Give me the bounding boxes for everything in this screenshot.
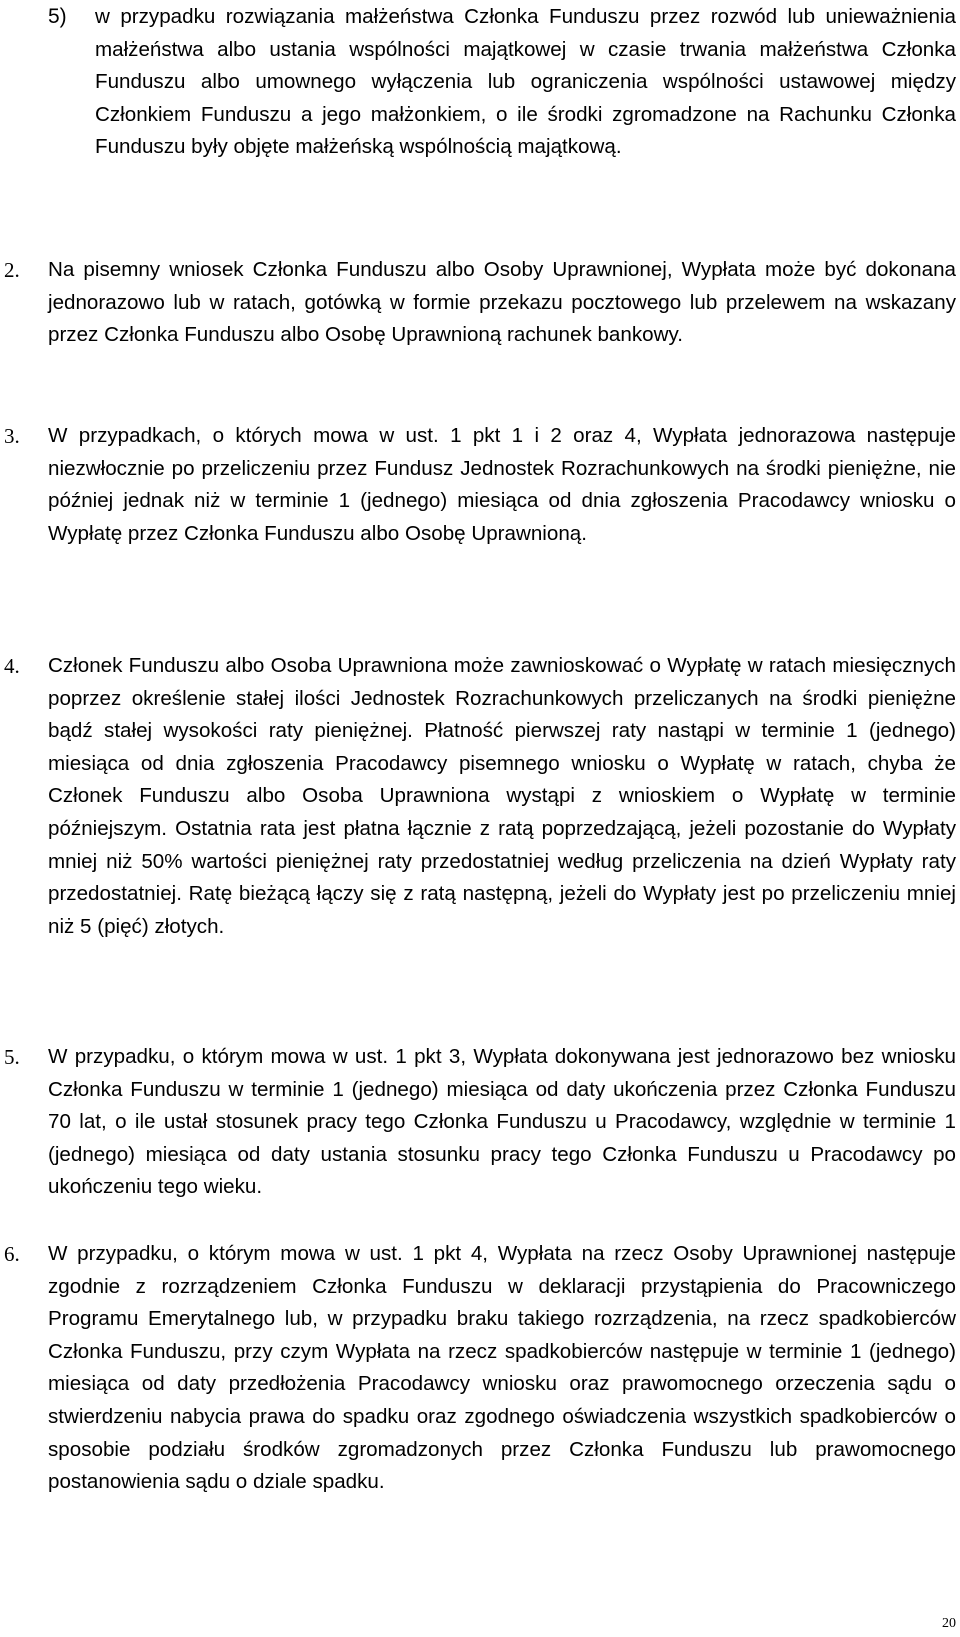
item-number: 5. [4,1045,20,1069]
item-number: 6. [4,1242,20,1266]
item-text: Na pisemny wniosek Członka Funduszu albo Osoby Uprawnionej, Wypłata może być dokonana jednorazowo lub w ratach, gotówką w formie przekazu pocztowego lub przelewem na wskazany przez Członka Funduszu albo Osobę Uprawnioną rachunek bankowy. [48,258,956,347]
item-number: 4. [4,654,20,678]
item-number: 5) [48,5,67,28]
item-text: W przypadku, o którym mowa w ust. 1 pkt 4, Wypłata na rzecz Osoby Uprawnionej następuje zgodnie z rozrządzeniem Członka Funduszu w deklaracji przystąpienia do Pracowniczego Programu Emerytalnego lub, w przypadku braku takiego rozrządzenia, na rzecz spadkobierców Członka Funduszu, przy czym Wypłata na rzecz spadkobierców następuje w terminie 1 (jednego) miesiąca od daty przedłożenia Pracodawcy wniosku oraz prawomocnego orzeczenia sądu o stwierdzeniu nabycia prawa do spadku oraz zgodnego oświadczenia wszystkich spadkobierców o sposobie podziału środków zgromadzonych przez Członka Funduszu lub prawomocnego postanowienia sądu o dziale spadku. [48,1242,956,1494]
item-number: 2. [4,258,20,282]
page-number: 20 [942,1616,956,1631]
item-text: Członek Funduszu albo Osoba Uprawniona może zawnioskować o Wypłatę w ratach miesięcznych poprzez określenie stałej ilości Jednostek Rozrachunkowych przeliczanych na środki pieniężne bądź stałej wysokości raty pieniężnej. Płatność pierwszej raty nastąpi w terminie 1 (jednego) miesiąca od dnia zgłoszenia Pracodawcy pisemnego wniosku o Wypłatę w ratach, chyba że Członek Funduszu albo Osoba Uprawniona wystąpi z wnioskiem o Wypłatę w terminie późniejszym. Ostatnia rata jest płatna łącznie z ratą poprzedzającą, jeżeli pozostanie do Wypłaty mniej niż 50% wartości pieniężnej raty przedostatniej według przeliczenia na dzień Wypłaty raty przedostatniej. Ratę bieżącą łączy się z ratą następną, jeżeli do Wypłaty jest po przeliczeniu mniej niż 5 (pięć) złotych. [48,654,956,938]
item-number: 3. [4,424,20,448]
item-text: w przypadku rozwiązania małżeństwa Członka Funduszu przez rozwód lub unieważnienia małżeństwa albo ustania wspólności majątkowej w czasie trwania małżeństwa Członka Funduszu albo umownego wyłączenia lub ograniczenia wspólności ustawowej między Członkiem Funduszu a jego małżonkiem, o ile środki zgromadzone na Rachunku Członka Funduszu były objęte małżeńską wspólnością majątkową. [95,5,956,159]
item-text: W przypadku, o którym mowa w ust. 1 pkt 3, Wypłata dokonywana jest jednorazowo bez wniosku Członka Funduszu w terminie 1 (jednego) miesiąca od daty ukończenia przez Członka Funduszu 70 lat, o ile ustał stosunek pracy tego Członka Funduszu u Pracodawcy, względnie w terminie 1 (jednego) miesiąca od daty ustania stosunku pracy tego Członka Funduszu u Pracodawcy po ukończeniu tego wieku. [48,1045,956,1199]
item-text: W przypadkach, o których mowa w ust. 1 pkt 1 i 2 oraz 4, Wypłata jednorazowa następuje niezwłocznie po przeliczeniu przez Fundusz Jednostek Rozrachunkowych na środki pieniężne, nie później jednak niż w terminie 1 (jednego) miesiąca od dnia zgłoszenia Pracodawcy wniosku o Wypłatę przez Członka Funduszu albo Osobę Uprawnioną. [48,424,956,545]
